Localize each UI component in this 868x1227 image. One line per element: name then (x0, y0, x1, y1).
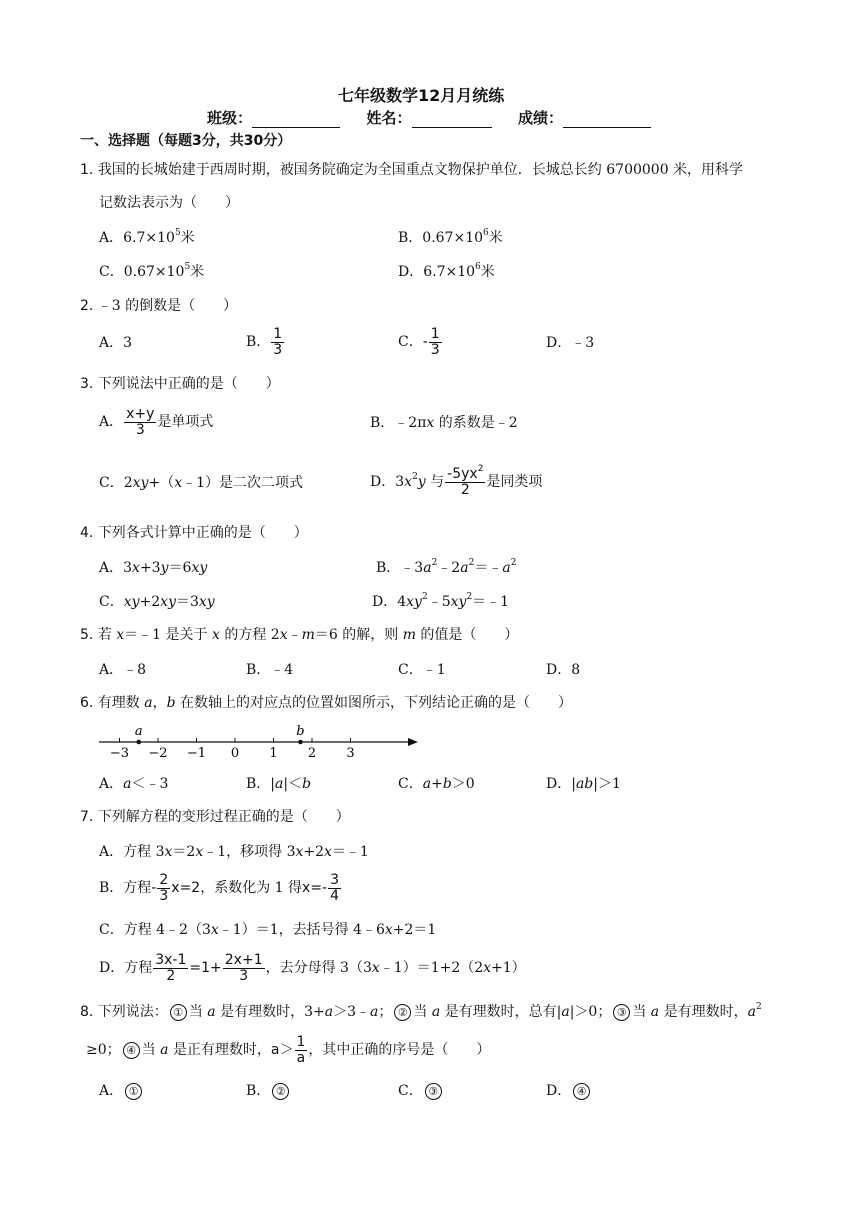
q4-option-d[interactable]: D．$4xy^2﹣5xy^2=﹣1$ (372, 592, 510, 610)
q2-option-a[interactable]: A．3 (99, 335, 133, 351)
q2-option-d[interactable]: D．﹣3 (546, 335, 595, 351)
point-a-dot (136, 740, 141, 745)
score-blank[interactable] (563, 111, 651, 128)
q2-option-b[interactable]: B． $\frac{1}{3}$ (246, 325, 283, 358)
q3-option-d[interactable]: D．$3x^2y$ 与 $\frac{-5yx^2}{2}$ 是同类项 (370, 463, 543, 498)
number-line-tick-label: 1 (269, 746, 278, 761)
q6-option-c[interactable]: C．a+b＞0 (398, 776, 475, 792)
point-b-label: b (296, 724, 305, 739)
question-1-line2: 记数法表示为（ ） (99, 195, 239, 211)
name-blank[interactable] (412, 111, 492, 128)
number-line-tick-label: −1 (186, 746, 207, 761)
q8-option-c[interactable]: C． ③ (398, 1081, 444, 1101)
question-7-stem: 7. 下列解方程的变形过程正确的是（ ） (80, 809, 350, 825)
number-line-tick-label: −2 (148, 746, 168, 761)
class-label: 班级： (207, 109, 253, 127)
section-heading: 一、选择题（每题3分，共30分） (80, 133, 292, 149)
q1-option-b[interactable]: B．$0.67\times 10^6$米 (398, 228, 503, 246)
question-8-line1: 8. 下列说法： ① 当 a 是有理数时，3+a＞3﹣a； ② 当 a 是有理数时，总有|a|＞0； ③ 当 a 是有理数时，$a^2$ (80, 1002, 762, 1020)
q6-option-a[interactable]: A．a＜﹣3 (99, 776, 169, 792)
number-line-arrow (408, 738, 418, 746)
question-2-stem: 2. ﹣3 的倒数是（ ） (80, 298, 238, 314)
q3-option-a[interactable]: A． $\frac{x+y}{3}$ 是单项式 (99, 405, 214, 438)
q8-option-b[interactable]: B． ② (246, 1081, 291, 1101)
q7-option-d[interactable]: D．方程 $\frac{3x-1}{2}$ =1+ $\frac{2x+1}{3}$ ，去分母得 3（3x﹣1）＝1+2（2x+1） (99, 951, 526, 984)
point-b-dot (298, 740, 303, 745)
q1-option-d[interactable]: D．$6.7\times 10^6$米 (398, 262, 495, 280)
score-label: 成绩： (517, 109, 563, 127)
q1-option-c[interactable]: C．$0.67\times 10^5$米 (99, 262, 205, 280)
name-label: 姓名： (366, 109, 412, 127)
question-6-stem: 6. 有理数 a，b 在数轴上的对应点的位置如图所示，下列结论正确的是（ ） (80, 695, 573, 711)
q7-option-a[interactable]: A．方程 3x＝2x﹣1，移项得 3x+2x＝﹣1 (99, 844, 369, 860)
q6-option-b[interactable]: B．|a|＜b (246, 776, 312, 792)
q5-option-a[interactable]: A．﹣8 (99, 662, 147, 678)
q3-option-c[interactable]: C．2xy+（x﹣1）是二次二项式 (99, 475, 304, 491)
question-4-stem: 4. 下列各式计算中正确的是（ ） (80, 525, 308, 541)
question-3-stem: 3. 下列说法中正确的是（ ） (80, 376, 280, 392)
page-title: 七年级数学12月月统练 (338, 86, 505, 105)
q2-option-c[interactable]: C．- $\frac{1}{3}$ (398, 325, 440, 358)
number-line-figure (96, 722, 426, 766)
number-line-tick-label: 3 (346, 746, 355, 761)
question-1-line1: 1. 我国的长城始建于西周时期，被国务院确定为全国重点文物保护单位．长城总长约 6700000 米，用科学 (80, 162, 744, 178)
q7-option-b[interactable]: B．方程- $\frac{2}{3}$ x=2，系数化为 1 得x=- $\frac{3}{4}$ (99, 871, 340, 904)
q7-option-c[interactable]: C．方程 4﹣2（3x﹣1）＝1，去括号得 4﹣6x+2＝1 (99, 922, 437, 938)
number-line-tick-label: −3 (109, 746, 130, 761)
number-line-tick-label: 0 (230, 746, 240, 761)
q5-option-d[interactable]: D．8 (546, 662, 581, 678)
q6-option-d[interactable]: D．|ab|＞1 (546, 776, 621, 792)
q8-option-a[interactable]: A． ① (99, 1081, 144, 1101)
q1-option-a[interactable]: A．$6.7\times 10^5$米 (99, 228, 195, 246)
q8-option-d[interactable]: D． ④ (546, 1081, 592, 1101)
q5-option-c[interactable]: C．﹣1 (398, 662, 446, 678)
student-info-row (207, 108, 651, 128)
q4-option-a[interactable]: A．3x+3y＝6xy (99, 560, 208, 576)
question-8-line2: ≥0； ④ 当 a 是正有理数时，a＞ $\frac{1}{a}$ ，其中正确的序号是（ ） (86, 1033, 491, 1066)
question-5-stem: 5. 若 x＝﹣1 是关于 x 的方程 2x﹣m＝6 的解，则 m 的值是（ ） (80, 627, 519, 643)
q4-option-c[interactable]: C．xy+2xy＝3xy (99, 594, 215, 610)
point-a-label: a (134, 724, 143, 739)
q5-option-b[interactable]: B．﹣4 (246, 662, 294, 678)
q3-option-b[interactable]: B．﹣2πx 的系数是﹣2 (370, 415, 518, 431)
q4-option-b[interactable]: B．$﹣3a^2﹣2a^2=﹣a^2$ (376, 558, 517, 576)
number-line-tick-label: 2 (307, 746, 317, 761)
class-blank[interactable] (252, 111, 340, 128)
